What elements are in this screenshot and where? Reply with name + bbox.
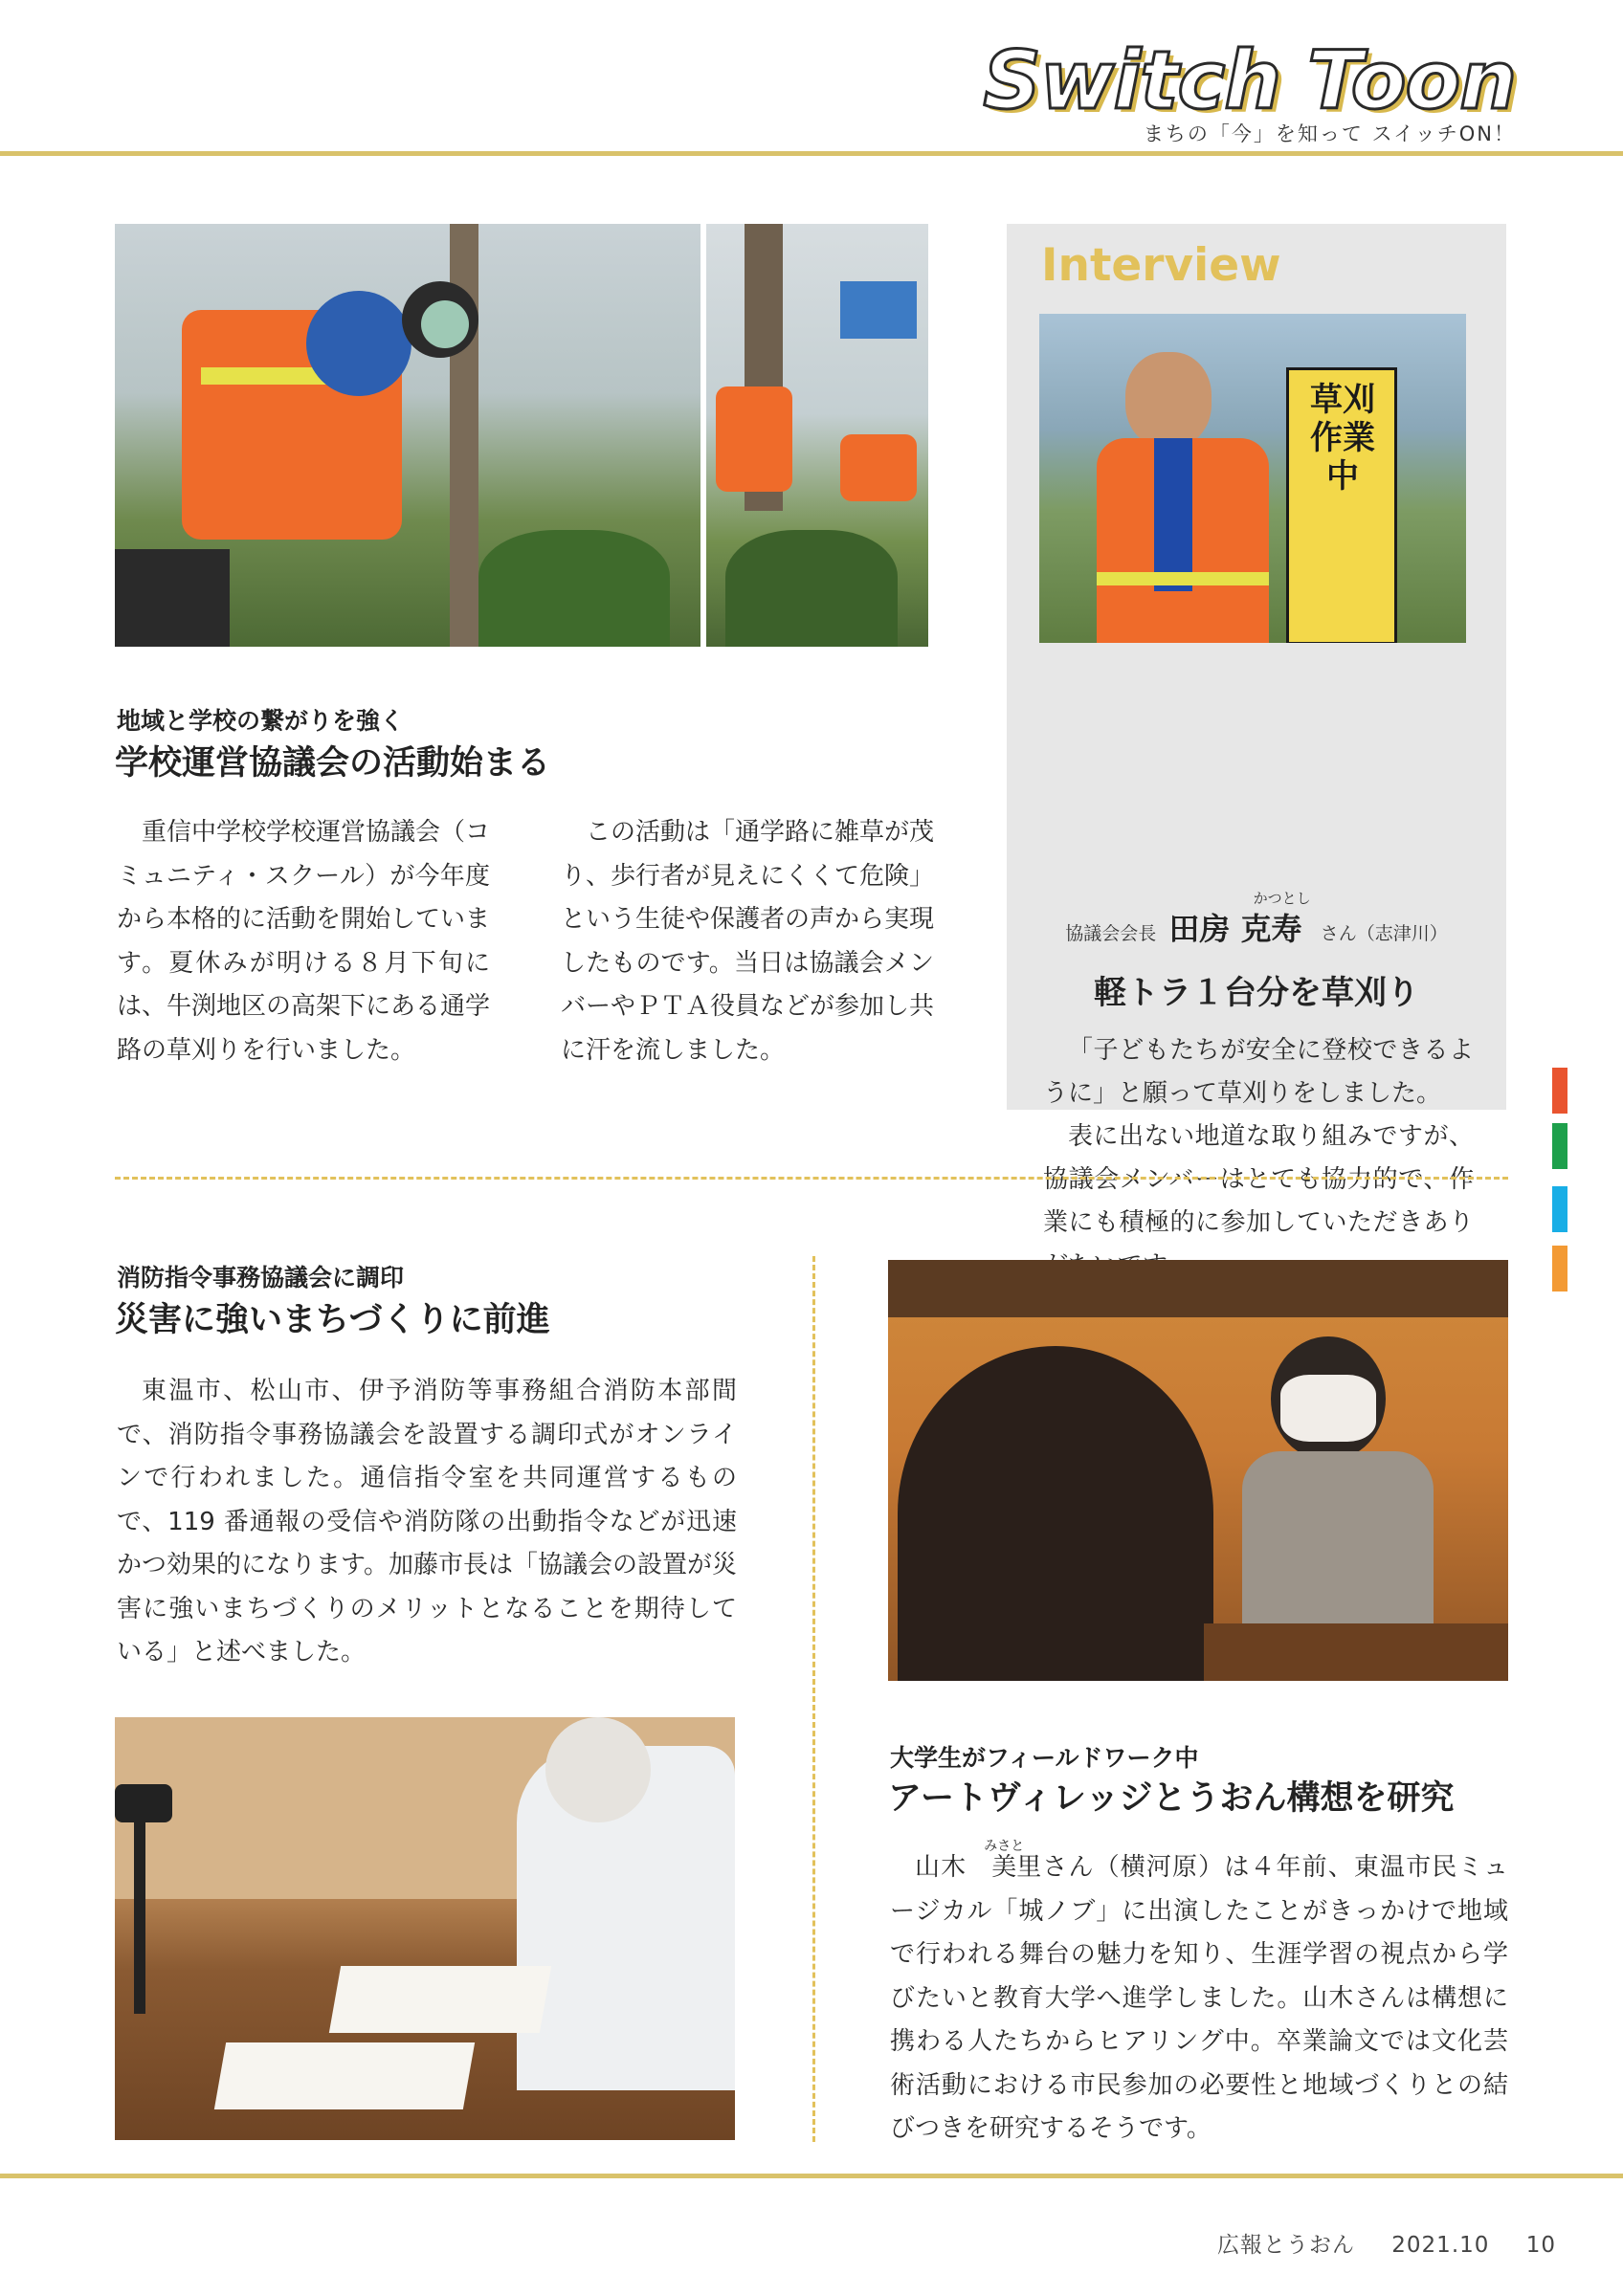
sign-text: 草刈 作業中 (1310, 381, 1375, 496)
photo-roadside-weeding (706, 224, 928, 647)
article3-kicker: 大学生がフィールドワーク中 (890, 1744, 1199, 1772)
footer (1189, 2227, 1556, 2259)
article2-headline: 災害に強いまちづくりに前進 (115, 1301, 550, 1339)
article3-body (890, 1839, 1508, 2152)
photo-student-interview (888, 1260, 1508, 1681)
interviewee-role: 協議会会長 (1065, 923, 1157, 944)
article1-column-2 (561, 811, 934, 1072)
article1-col2-text: この活動は「通学路に雑草が茂り、歩行者が見えにくくて危険」という生徒や保護者の声から実現したものです。当日は協議会メンバーやＰＴＡ役員などが参加し共に汗を流しました。 (561, 818, 935, 1065)
section-divider-horizontal (115, 1177, 1508, 1180)
section-tab-blue (1552, 1186, 1567, 1232)
footer-rule (0, 2174, 1623, 2178)
interviewee-caption (1007, 890, 1506, 949)
article3-name-ruby-group (967, 1839, 1042, 1890)
article3-name-prefix: 山木 (915, 1853, 967, 1882)
article2-kicker: 消防指令事務協議会に調印 (117, 1264, 405, 1292)
interview-paragraph-2: 表に出ない地道な取り組みですが、協議会メンバーはとても協力的で、作業にも積極的に参加していただきあり (1043, 1122, 1474, 1237)
brand-tagline: まちの「今」を知って スイッチON！ (1143, 122, 1516, 145)
article3-name-ruby: みさと (984, 1839, 1025, 1854)
article2-body-text: 東温市、松山市、伊予消防等事務組合消防本部間で、消防指令事務協議会を設置する調印式がオンラインで行われました。通信指令室を共同運営するもので、119 番通報の受信や消防隊の出動指令などが迅速かつ効果的になります。加藤市長は「協議会の設置が災害に強いまちづくりのメリットとなることを期待している」と述べました。 (117, 1377, 737, 1667)
interviewee-name-text: 田房 克寿 (1168, 911, 1302, 947)
footer-publication: 広報とうおん (1216, 2233, 1355, 2258)
interview-headline: 軽トラ１台分を草刈り (1094, 974, 1419, 1012)
article2-body (117, 1370, 737, 1675)
section-tab-orange (1552, 1246, 1567, 1292)
section-divider-vertical (812, 1256, 815, 2142)
interview-paragraph-1: 「子どもたちが安全に登校できるように」と願って草刈りをしました。 (1043, 1036, 1474, 1108)
photo-interviewee (1039, 314, 1466, 643)
article3-name-ruby-base: 美里 (991, 1853, 1042, 1882)
interview-label: Interview (1041, 239, 1281, 292)
interviewee-name (1168, 890, 1312, 947)
article1-headline: 学校運営協議会の活動始まる (115, 744, 551, 783)
interviewee-name-ruby: かつとし (1253, 890, 1311, 907)
brand-logo (983, 33, 1516, 147)
interview-body (1043, 1029, 1474, 1288)
photo-weeding-worker (115, 224, 700, 647)
page-number: 10 (1525, 2233, 1556, 2258)
article1-kicker: 地域と学校の繋がりを強く (117, 707, 405, 735)
footer-issue: 2021.10 (1391, 2233, 1490, 2258)
section-tab-green (1552, 1123, 1567, 1169)
article3-body-text: さん（横河原）は４年前、東温市民ミュージカル「城ノブ」に出演したことがきっかけで地域で行われる舞台の魅力を知り、生涯学習の視点から学びたいと教育大学へ進学しました。山木さんは構想に携わる人たちからヒアリング中。卒業論文では文化芸術活動における市民参加の必要性と地域づくりとの結びつきを研究するそうです。 (890, 1853, 1508, 2143)
section-tab-red (1552, 1068, 1567, 1114)
article1-col1-text: 重信中学校学校運営協議会（コミュニティ・スクール）が今年度から本格的に活動を開始しています。夏休みが明ける８月下旬には、牛渕地区の高架下にある通学路の草刈りを行いました。 (117, 818, 491, 1065)
article3-headline: アートヴィレッジとうおん構想を研究 (888, 1779, 1455, 1818)
article3-body-paragraph (890, 1839, 1508, 2152)
header-rule (0, 151, 1623, 156)
photo-signing-ceremony (115, 1717, 735, 2140)
interviewee-suffix: さん（志津川） (1320, 923, 1448, 944)
article1-column-1 (117, 811, 490, 1072)
interview-box (1007, 224, 1506, 1237)
brand-title: Switch Toon (983, 33, 1516, 127)
